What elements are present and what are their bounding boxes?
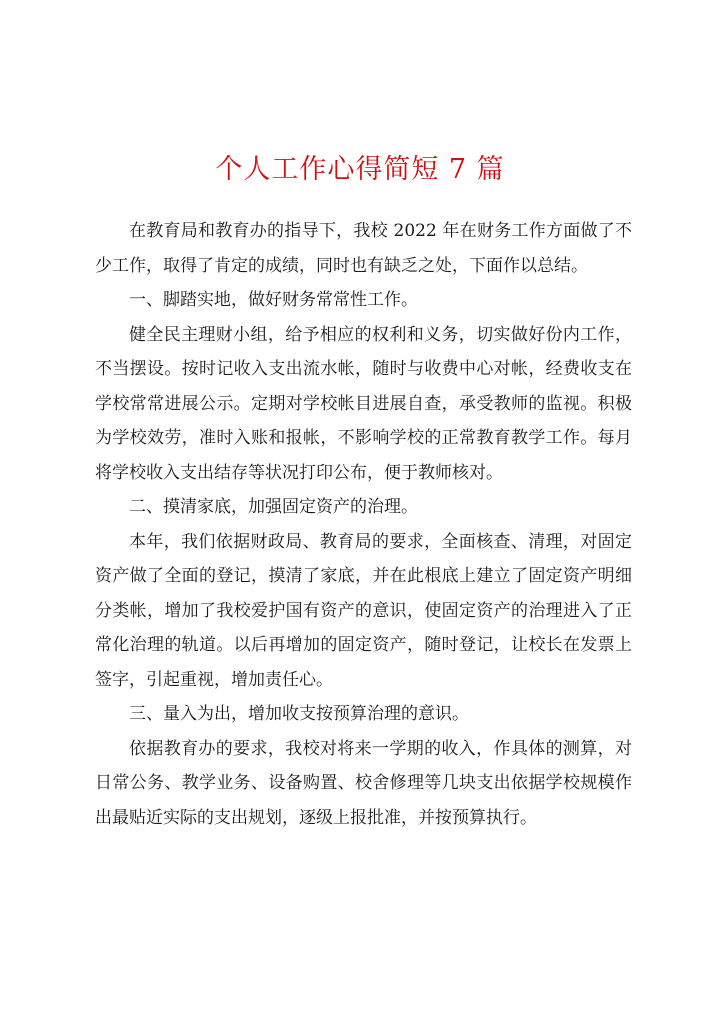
paragraph-section-1: 健全民主理财小组，给予相应的权利和义务，切实做好份内工作，不当摆设。按时记收入支出流水帐，随时与收费中心对帐，经费收支在学校常常进展公示。定期对学校帐目进展自查，承受教师的监视。积极为学校效劳，准时入账和报帐，不影响学校的正常教育教学工作。每月将学校收入支出结存等状况打印公布，便于教师核对。	[95, 324, 632, 483]
paragraph-intro: 在教育局和教育办的指导下，我校 2022 年在财务工作方面做了不少工作，取得了肯定的成绩，同时也有缺乏之处，下面作以总结。	[95, 221, 632, 276]
section-heading-2: 二、摸清家底，加强固定资产的治理。	[129, 497, 418, 517]
paragraph-section-3: 依据教育办的要求，我校对将来一学期的收入，作具体的测算，对日常公务、教学业务、设备购置、校舍修理等几块支出依据学校规模作出最贴近实际的支出规划，逐级上报批准，并按预算执行。	[95, 738, 632, 828]
document-body	[95, 214, 632, 835]
document-title: 个人工作心得简短 7 篇	[215, 154, 505, 185]
section-heading-3: 三、量入为出，增加收支按预算治理的意识。	[129, 704, 469, 724]
paragraph-section-2: 本年，我们依据财政局、教育局的要求，全面核查、清理，对固定资产做了全面的登记，摸清了家底，并在此根底上建立了固定资产明细分类帐，增加了我校爱护国有资产的意识，使固定资产的治理进入了正常化治理的轨道。以后再增加的固定资产，随时登记，让校长在发票上签字，引起重视，增加责任心。	[95, 531, 632, 690]
section-heading-1: 一、脚踏实地，做好财务常常性工作。	[129, 290, 418, 310]
